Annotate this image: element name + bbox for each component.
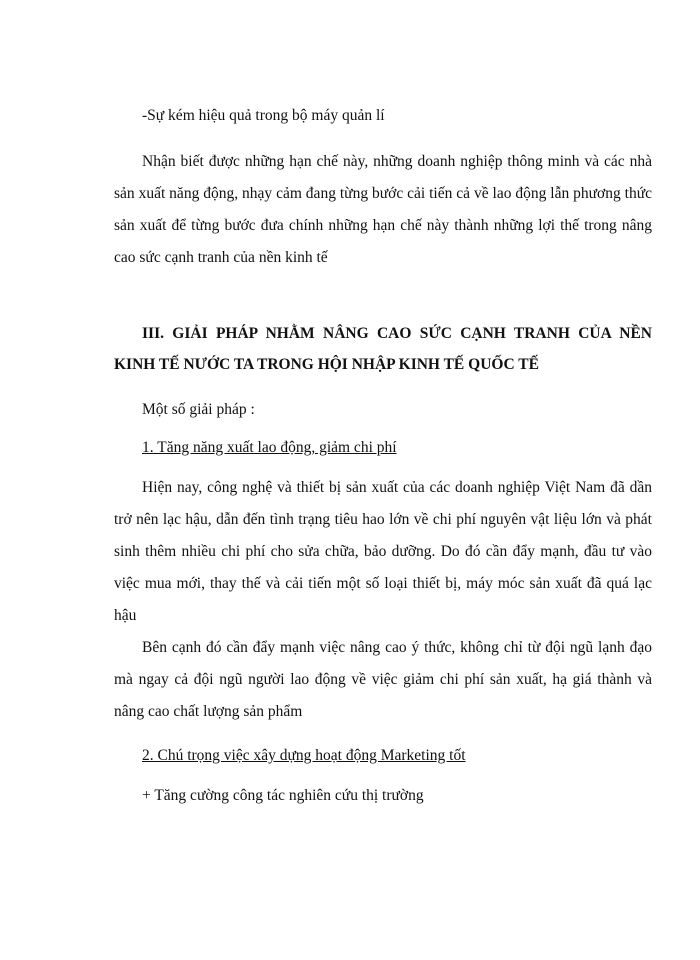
section-heading-solutions: III. GIẢI PHÁP NHẰM NÂNG CAO SỨC CẠNH TRANH CỦA NỀN KINH TẾ NƯỚC TA TRONG HỘI NHẬP KINH TẾ QUỐC TẾ <box>114 325 652 373</box>
paragraph-cost-awareness: Bên cạnh đó cần đẩy mạnh việc nâng cao ý thức, không chỉ từ đội ngũ lạnh đạo mà ngay cả đội ngũ người lao động về việc giảm chi phí sản xuất, hạ giá thành và nâng cao chất lượng sản phẩm <box>114 639 652 720</box>
intro-some-solutions: Một số giải pháp : <box>142 401 255 418</box>
paragraph-technology-investment: Hiện nay, công nghệ và thiết bị sản xuất của các doanh nghiệp Việt Nam đã dần trở nên lạc hậu, dẫn đến tình trạng tiêu hao lớn về chi phí nguyên vật liệu lớn và phát sinh thêm nhiều chi phí cho sửa chữa, bảo dưỡng. Do đó cần đẩy mạnh, đầu tư vào việc mua mới, thay thế và cải tiến một số loại thiết bị, máy móc sản xuất đã quá lạc hậu <box>114 479 652 624</box>
paragraph-recognizing-limitations: Nhận biết được những hạn chế này, những doanh nghiệp thông minh và các nhà sản xuất năng động, nhạy cảm đang từng bước cải tiến cả về lao động lẫn phương thức sản xuất để từng bước đưa chính những hạn chế này thành những lợi thế trong nâng cao sức cạnh tranh của nền kinh tế <box>114 153 652 266</box>
bullet-inefficient-management: -Sự kém hiệu quả trong bộ máy quản lí <box>142 107 385 124</box>
subheading-marketing: 2. Chú trọng việc xây dựng hoạt động Marketing tốt <box>142 747 466 764</box>
subheading-productivity: 1. Tăng năng xuất lao động, giảm chi phí <box>142 439 397 456</box>
bullet-market-research: + Tăng cường công tác nghiên cứu thị trường <box>142 787 424 804</box>
